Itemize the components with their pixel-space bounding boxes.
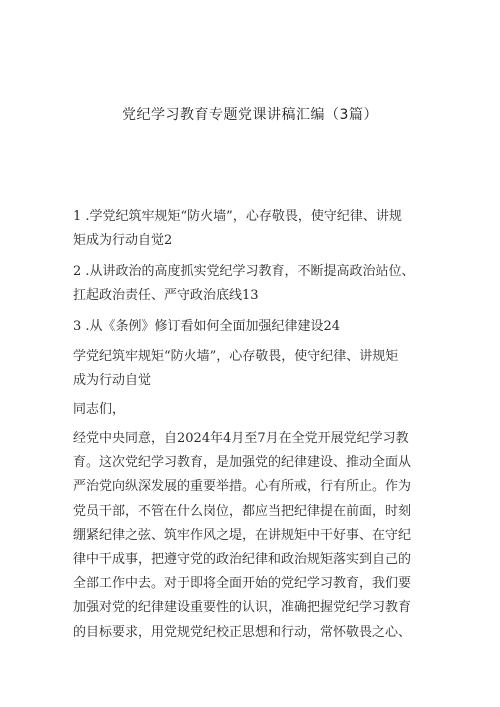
section-heading [73,345,435,393]
body-line: 绷紧纪律之弦、筑牢作风之堤，在讲规矩中干好事、在守纪 [73,527,412,543]
body-line: 经党中央同意，自2024年4月至7月在全党开展党纪学习教 [73,431,409,446]
toc-item-3-line-1: 3 .从《条例》修订看如何全面加强纪律建设24 [73,319,341,334]
toc-item-2-line-1: 2 .从讲政治的高度抓实党纪学习教育，不断提高政治站位、 [73,264,415,279]
section-heading-line-2: 成为行动自觉 [73,373,152,388]
body-line: 的目标要求，用党规党纪校正思想和行动，常怀敬畏之心、 [73,624,412,640]
body-line: 律中干成事，把遵守党的政治纪律和政治规矩落实到自己的 [73,552,412,568]
toc-item-3[interactable] [73,315,435,339]
section-heading-line-1: 学党纪筑牢规矩“防火墙”，心存敬畏，使守纪律、讲规矩 [73,349,399,364]
body-paragraph [73,427,435,645]
toc-item-1-line-2: 矩成为行动自觉2 [73,233,173,248]
greeting: 同志们， [73,402,126,417]
body-line: 加强对党的纪律建设重要性的认识，准确把握党纪学习教育 [73,600,412,616]
body-line: 党员干部，不管在什么岗位，都应当把纪律提在前面，时刻 [73,503,412,519]
toc-item-2[interactable] [73,260,435,308]
body-line: 全部工作中去。对于即将全面开始的党纪学习教育，我们要 [73,576,412,592]
body-line: 育。这次党纪学习教育，是加强党的纪律建设、推动全面从 [73,455,412,471]
toc-item-2-line-2: 扛起政治责任、严守政治底线13 [73,288,259,303]
body-line: 严治党向纵深发展的重要举措。心有所戒，行有所止。作为 [73,479,412,495]
toc-item-1[interactable] [73,205,435,253]
document-title: 党纪学习教育专题党课讲稿汇编（3篇） [122,107,378,123]
toc-item-1-line-1: 1 .学党纪筑牢规矩“防火墙”，心存敬畏，使守纪律、讲规 [73,209,402,224]
